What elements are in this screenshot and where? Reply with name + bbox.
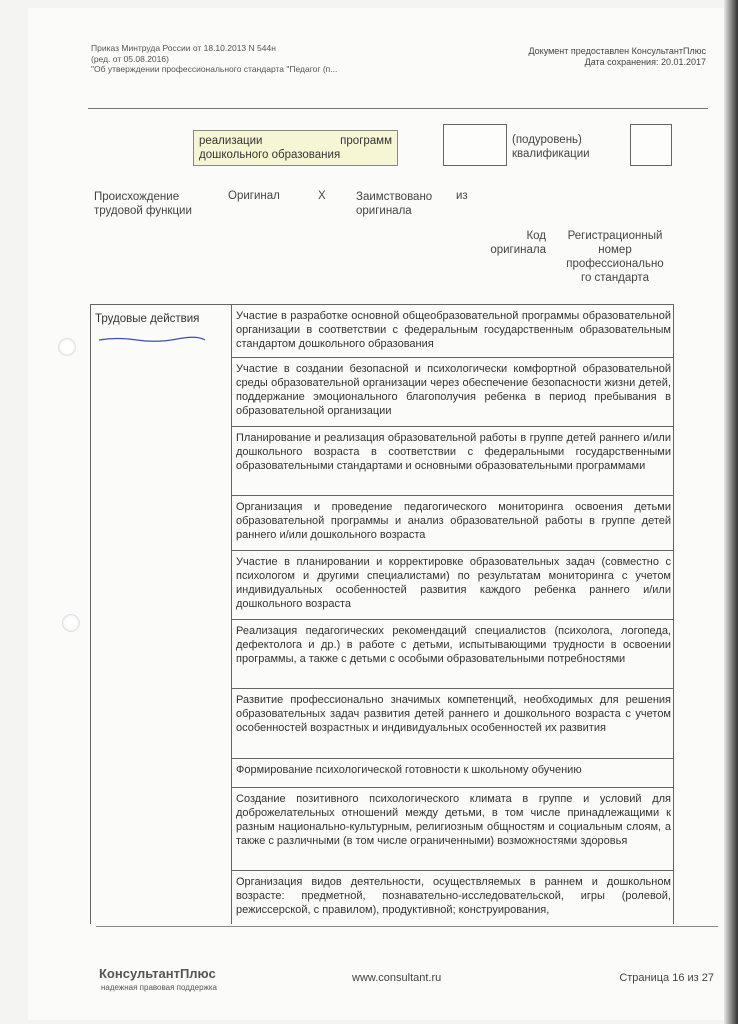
registration-number-label	[562, 229, 668, 285]
footer-divider	[96, 926, 718, 927]
table-row: Организация и проведение педагогического мониторинга освоения детьми образовательной программы и анализ образовательной работы в группе детей раннего и/или дошкольного возраста	[232, 496, 674, 551]
origin-label-line: Происхождение	[94, 191, 180, 203]
table-row: Участие в разработке основной общеобразовательной программы образовательной организации в соответствии с федеральным государственным образовательным стандартом дошкольного образования	[232, 305, 674, 358]
labor-actions-table	[90, 304, 674, 924]
table-row: Реализация педагогических рекомендаций специалистов (психолога, логопеда, дефектолога и др.) в работе с детьми, испытывающими трудности в освоении программы, а также с детьми с особыми образовательными потребностями	[232, 620, 674, 689]
code-box	[443, 124, 507, 166]
order-reference	[91, 43, 337, 75]
sublevel-line: (подуровень)	[512, 134, 582, 146]
header-divider	[88, 108, 708, 109]
table-row: Создание позитивного психологического климата в группе и условий для доброжелательных отношений между детьми, в том числе принадлежащими к разным национально-культурным, религиозным общностям и социальным слоям, а также с различными (в том числе ограниченными) возможностями здоровья	[232, 788, 674, 871]
borrowed-from-word: из	[456, 190, 468, 202]
table-row: Планирование и реализация образовательной работы в группе детей раннего и/или дошкольного возраста в соответствии с федеральными государственными образовательными стандартами и основными образовательными программами	[232, 427, 674, 496]
original-mark: X	[318, 190, 326, 202]
brand-tagline: надежная правовая поддержка	[101, 983, 217, 992]
reg-line: Регистрационный	[567, 230, 663, 242]
table-row: Участие в планировании и корректировке образовательных задач (совместно с психологом и другими специалистами) по результатам мониторинга с учетом индивидуальных особенностей развития каждого ребенка раннего и/или дошкольного возраста	[232, 551, 674, 620]
origin-label-line: трудовой функции	[94, 205, 192, 217]
function-name-part: дошкольного образования	[199, 149, 341, 161]
table-row: Участие в создании безопасной и психологически комфортной образовательной среды образовательной организации через обеспечение безопасности жизни детей, поддержание эмоционального благополучия ребенка в период пребывания в образовательной организации	[232, 358, 674, 427]
function-name-box	[193, 130, 398, 166]
reg-line: номер	[598, 244, 632, 256]
scan-edge-shadow	[724, 0, 738, 1024]
save-date: Дата сохранения: 20.01.2017	[584, 57, 706, 67]
table-left-column	[91, 305, 232, 924]
code-line: оригинала	[490, 244, 546, 256]
provided-by: Документ предоставлен КонсультантПлюс	[528, 46, 706, 56]
borrowed-line: Заимствовано	[356, 191, 433, 203]
table-row: Формирование психологической готовности к школьному обучению	[232, 759, 674, 788]
order-edition: (ред. от 05.08.2016)	[91, 53, 169, 64]
sublevel-box	[630, 124, 672, 166]
labor-actions-label: Трудовые действия	[95, 313, 200, 325]
function-name-part: программ	[340, 135, 392, 147]
reg-line: профессионально	[566, 258, 664, 270]
code-line: Код	[526, 230, 546, 242]
document-source	[528, 46, 706, 68]
order-title: Приказ Минтруда России от 18.10.2013 N 544н	[91, 43, 276, 53]
sublevel-label	[512, 133, 590, 161]
table-row: Развитие профессионально значимых компетенций, необходимых для решения образовательных задач развития детей раннего и дошкольного возраста с учетом особенностей возрастных и индивидуальных особенностей их развития	[232, 689, 674, 759]
borrowed-label	[356, 190, 432, 218]
table-rows	[232, 305, 674, 924]
order-subject: "Об утверждении профессионального стандарта "Педагог (п...	[91, 64, 338, 74]
punch-hole	[58, 338, 76, 356]
original-label: Оригинал	[228, 190, 280, 202]
punch-hole	[62, 614, 80, 632]
borrowed-line: оригинала	[356, 205, 412, 217]
handwritten-underline	[97, 335, 207, 343]
page-number: Страница 16 из 27	[619, 972, 714, 984]
function-name-part: реализации	[199, 135, 263, 147]
original-code-label	[484, 229, 546, 257]
table-row: Организация видов деятельности, осуществляемых в раннем и дошкольном возрасте: предметной, познавательно-исследовательской, игры (ролевой, режиссерской, с правилом), продуктивной; конструирования,	[236, 876, 671, 916]
reg-line: го стандарта	[581, 272, 649, 284]
brand-logo-text: КонсультантПлюс	[99, 966, 216, 981]
website-link[interactable]: www.consultant.ru	[352, 972, 442, 984]
origin-label	[94, 190, 192, 218]
sublevel-line: квалификации	[512, 148, 590, 160]
